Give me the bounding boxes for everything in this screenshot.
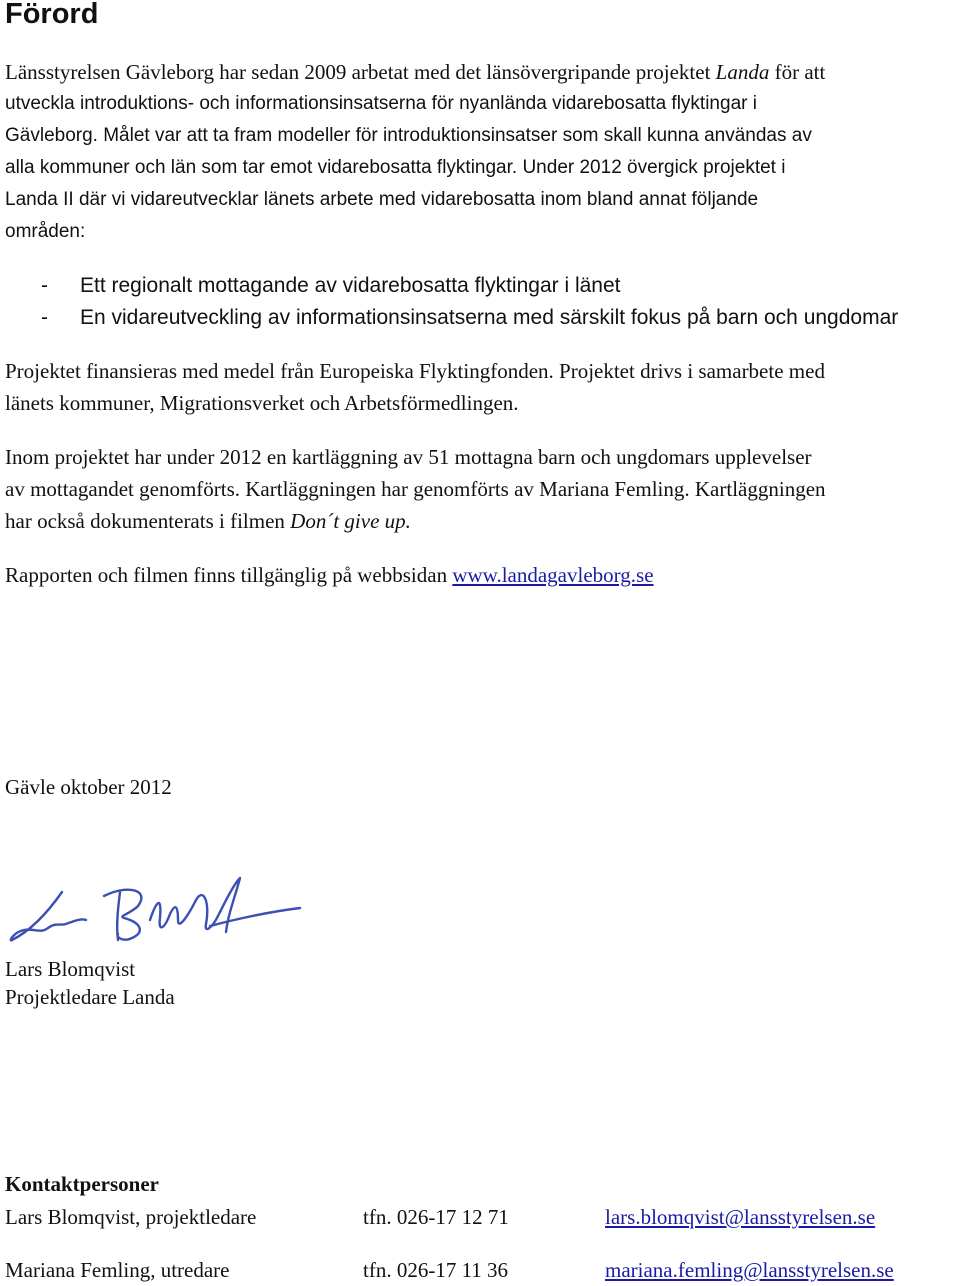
signature-image xyxy=(0,872,310,950)
project-name-emphasis: Landa xyxy=(715,60,770,84)
funding-line-2: länets kommuner, Migrationsverket och Arbetsförmedlingen. xyxy=(5,391,519,415)
survey-paragraph xyxy=(5,441,957,537)
contact-phone: tfn. 026-17 12 71 xyxy=(363,1205,509,1229)
signature-block xyxy=(5,953,957,1013)
report-line xyxy=(5,559,957,591)
film-title-emphasis: Don´t give up. xyxy=(290,509,411,533)
intro-line-1 xyxy=(5,56,957,88)
contact-phone: tfn. 026-17 11 36 xyxy=(363,1258,509,1282)
contact-name: Mariana Femling, utredare xyxy=(5,1258,230,1282)
contacts-heading: Kontaktpersoner xyxy=(5,1172,159,1196)
intro-paragraph xyxy=(5,56,957,248)
signatory-title: Projektledare Landa xyxy=(5,985,175,1009)
intro-line-1-end: för att xyxy=(769,60,826,84)
bullet-text: Ett regionalt mottagande av vidarebosatta flyktingar i länet xyxy=(80,274,621,297)
contact-email-link[interactable]: mariana.femling@lansstyrelsen.se xyxy=(605,1258,894,1282)
place-date: Gävle oktober 2012 xyxy=(5,775,172,799)
survey-line-3 xyxy=(5,505,957,537)
report-text: Rapporten och filmen finns tillgänglig på webbsidan xyxy=(5,563,453,587)
bullet-text: En vidareutveckling av informationsinsatserna med särskilt fokus på barn och ungdomar xyxy=(80,306,899,329)
website-link[interactable]: www.landagavleborg.se xyxy=(452,563,654,587)
signatory-name: Lars Blomqvist xyxy=(5,957,136,981)
intro-line-3: Gävleborg. Målet var att ta fram modeller för introduktionsinsatser som skall kunna användas av xyxy=(5,125,812,146)
intro-line-6: områden: xyxy=(5,221,86,242)
survey-line-1: Inom projektet har under 2012 en kartläggning av 51 mottagna barn och ungdomars upplevelser xyxy=(5,445,812,469)
intro-line-4: alla kommuner och län som tar emot vidarebosatta flyktingar. Under 2012 övergick projektet i xyxy=(5,157,786,178)
intro-line-2: utveckla introduktions- och informationsinsatserna för nyanlända vidarebosatta flyktingar i xyxy=(5,93,757,114)
intro-line-5: Landa II där vi vidareutvecklar länets arbete med vidarebosatta inom bland annat följande xyxy=(5,189,759,210)
survey-line-2: av mottagandet genomförts. Kartläggningen har genomförts av Mariana Femling. Kartläggningen xyxy=(5,477,826,501)
bullet-dash: - xyxy=(41,306,48,329)
bullet-dash: - xyxy=(41,274,48,297)
funding-line-1: Projektet finansieras med medel från Europeiska Flyktingfonden. Projektet drivs i samarbete med xyxy=(5,359,825,383)
contact-email-link[interactable]: lars.blomqvist@lansstyrelsen.se xyxy=(605,1205,876,1229)
report-paragraph xyxy=(5,559,957,591)
funding-paragraph xyxy=(5,355,957,419)
survey-line-3-start: har också dokumenterats i filmen xyxy=(5,509,291,533)
page-title: Förord xyxy=(5,0,99,30)
contact-name: Lars Blomqvist, projektledare xyxy=(5,1205,257,1229)
contact-row xyxy=(5,1201,957,1233)
intro-line-1-start: Länsstyrelsen Gävleborg har sedan 2009 arbetat med det länsövergripande projektet xyxy=(5,60,716,84)
contact-row xyxy=(5,1254,957,1286)
